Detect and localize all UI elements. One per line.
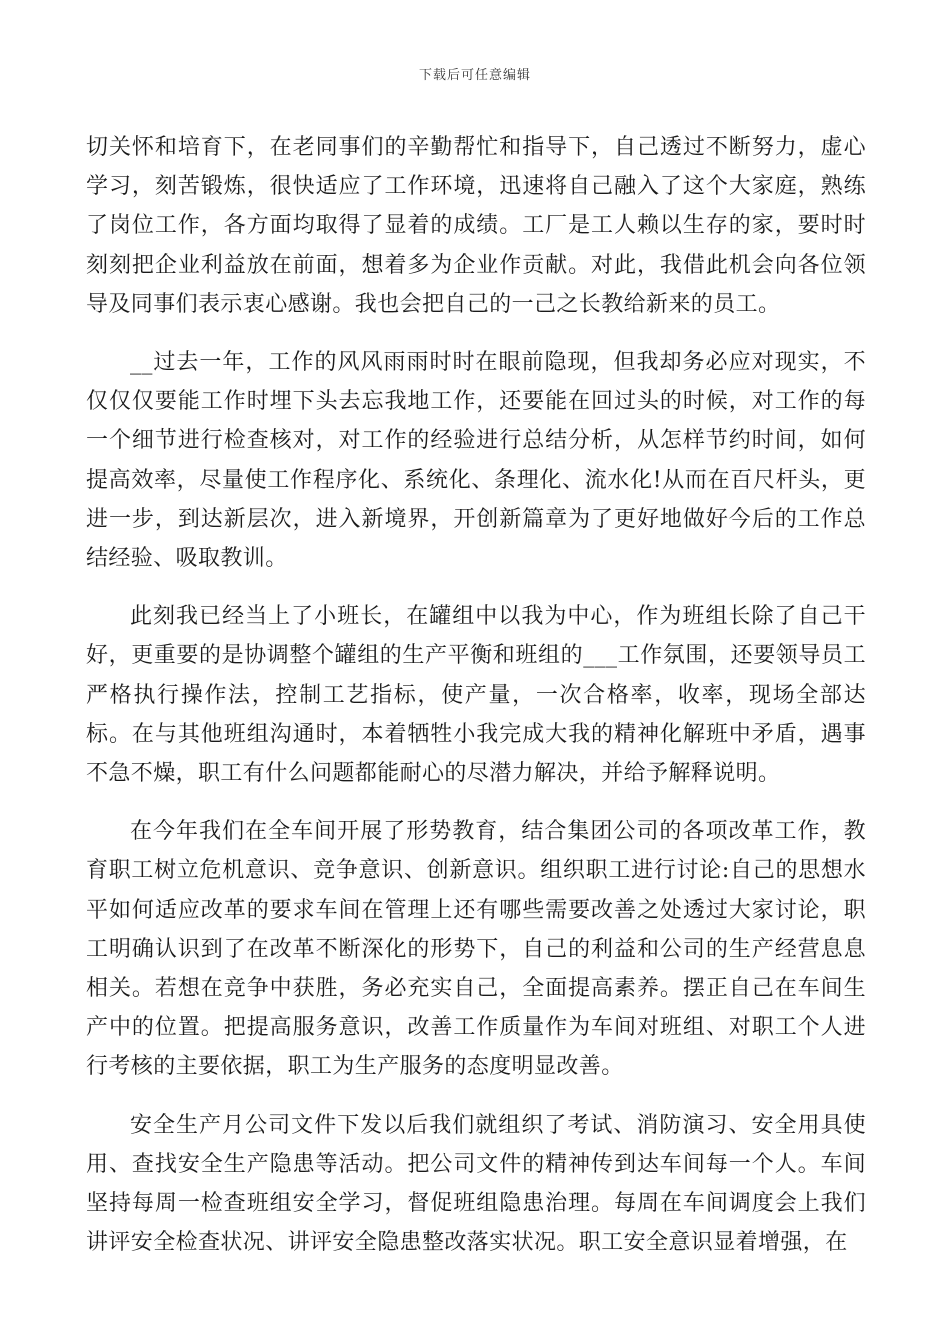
paragraph-4: 在今年我们在全车间开展了形势教育，结合集团公司的各项改革工作，教育职工树立危机意识、竞争意识、创新意识。组织职工进行讨论:自己的思想水平如何适应改革的要求车间在管理上还有哪些需要改善之处透过大家讨论，职工明确认识到了在改革不断深化的形势下，自己的利益和公司的生产经营息息相关。若想在竞争中获胜，务必充实自己，全面提高素养。摆正自己在车间生产中的位置。把提高服务意识，改善工作质量作为车间对班组、对职工个人进行考核的主要依据，职工为生产服务的态度明显改善。 bbox=[86, 819, 866, 1080]
paragraph-3: 此刻我已经当上了小班长，在罐组中以我为中心，作为班组长除了自己干好，更重要的是协调整个罐组的生产平衡和班组的___工作氛围，还要领导员工严格执行操作法，控制工艺指标，使产量，一次合格率，收率，现场全部达标。在与其他班组沟通时，本着牺牲小我完成大我的精神化解班中矛盾，遇事不急不燥，职工有什么问题都能耐心的尽潜力解决，并给予解释说明。 bbox=[86, 604, 866, 787]
document-body bbox=[86, 128, 866, 1281]
page-header: 下载后可任意编辑 bbox=[418, 68, 531, 83]
paragraph-2: __过去一年，工作的风风雨雨时时在眼前隐现，但我却务必应对现实，不仅仅仅要能工作时埋下头去忘我地工作，还要能在回过头的时候，对工作的每一个细节进行检查核对，对工作的经验进行总结分析，从怎样节约时间，如何提高效率，尽量使工作程序化、系统化、条理化、流水化!从而在百尺杆头，更进一步，到达新层次，进入新境界，开创新篇章为了更好地做好今后的工作总结经验、吸取教训。 bbox=[86, 350, 866, 572]
paragraph-5: 安全生产月公司文件下发以后我们就组织了考试、消防演习、安全用具使用、查找安全生产隐患等活动。把公司文件的精神传到达车间每一个人。车间坚持每周一检查班组安全学习，督促班组隐患治理。每周在车间调度会上我们讲评安全检查状况、讲评安全隐患整改落实状况。职工安全意识显着增强，在 bbox=[86, 1112, 866, 1256]
paragraph-1: 切关怀和培育下，在老同事们的辛勤帮忙和指导下，自己透过不断努力，虚心学习，刻苦锻炼，很快适应了工作环境，迅速将自己融入了这个大家庭，熟练了岗位工作，各方面均取得了显着的成绩。工厂是工人赖以生存的家，要时时刻刻把企业利益放在前面，想着多为企业作贡献。对此，我借此机会向各位领导及同事们表示衷心感谢。我也会把自己的一己之长教给新来的员工。 bbox=[86, 135, 866, 317]
